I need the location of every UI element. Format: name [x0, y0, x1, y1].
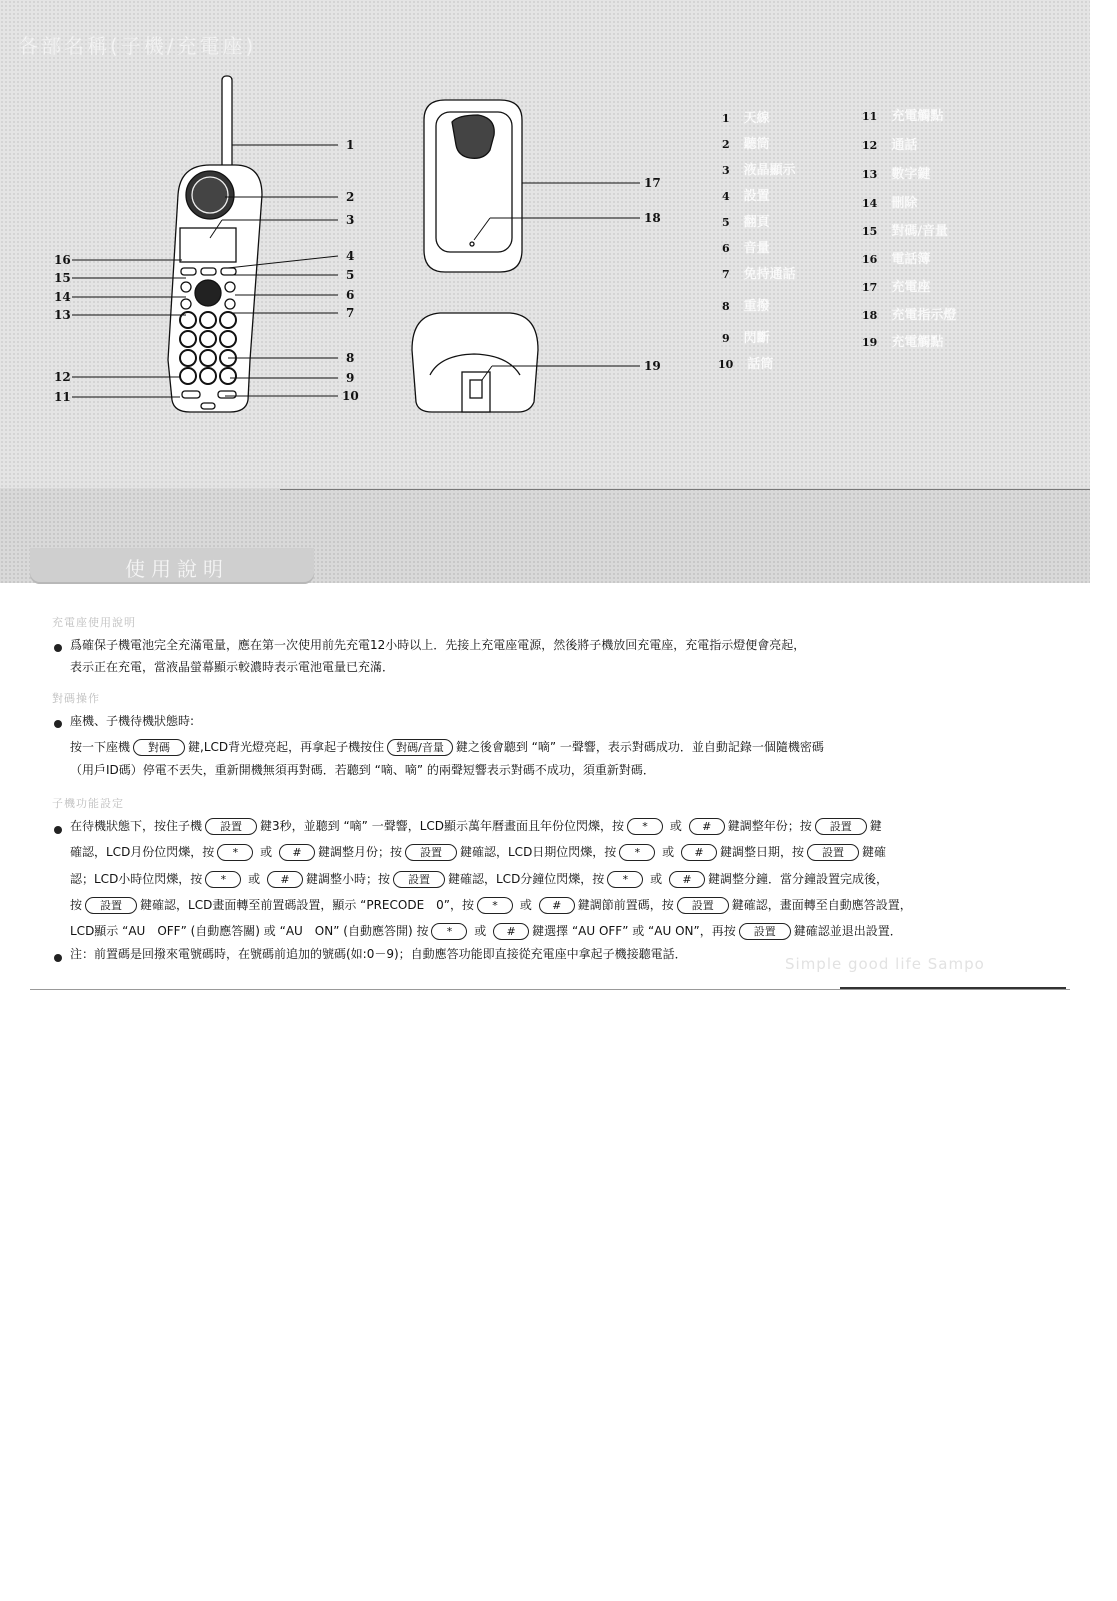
setup-text-3: 認；LCD小時位閃爍，按 * 或 # 鍵調整小時；按 設置 鍵確認，LCD分鐘位閃爍，按 * 或 # 鍵調整分鐘．當分鐘設置完成後，	[70, 872, 888, 886]
brand-watermark: Simple good life Sampo	[785, 955, 985, 973]
section-banner	[30, 548, 314, 584]
legend-item: 8 重撥	[722, 299, 770, 314]
charger-text-2: 表示正在充電，當液晶螢幕顯示較濃時表示電池電量已充滿．	[70, 660, 395, 674]
legend-item: 3 液晶顯示	[722, 163, 796, 178]
set-key: 設置	[677, 897, 729, 914]
legend-item: 19 充電觸點	[862, 335, 944, 350]
page-title: 各部名稱(子機/充電座)	[18, 34, 257, 58]
callout-13: 13	[54, 308, 71, 322]
parts-diagram	[0, 0, 1117, 500]
hash-key: #	[689, 818, 725, 835]
callout-19: 19	[644, 359, 661, 373]
callout-5: 5	[346, 268, 355, 282]
charger-front-drawing	[412, 313, 538, 412]
pair-key: 對碼	[133, 739, 185, 756]
legend-item: 16 電話簿	[862, 252, 931, 267]
legend-item: 2 聽筒	[722, 137, 770, 152]
callout-15: 15	[54, 271, 71, 285]
callout-4: 4	[346, 249, 355, 263]
set-key: 設置	[85, 897, 137, 914]
star-key: *	[607, 871, 643, 888]
legend-item: 14 刪除	[862, 196, 918, 211]
bullet	[54, 954, 62, 962]
hash-key: #	[539, 897, 575, 914]
setup-text-1: 在待機狀態下，按住子機 設置 鍵3秒，並聽到 “嘀” 一聲響，LCD顯示萬年曆畫面且年份位閃爍，按 * 或 # 鍵調整年份；按 設置 鍵	[70, 819, 882, 833]
legend-item: 17 充電座	[862, 280, 931, 295]
callout-2: 2	[346, 190, 355, 204]
star-key: *	[619, 844, 655, 861]
hash-key: #	[669, 871, 705, 888]
star-key: *	[205, 871, 241, 888]
note-text: 注：前置碼是回撥來電號碼時，在號碼前追加的號碼(如:0－9)；自動應答功能即直接從充電座中拿起子機接聽電話．	[70, 947, 687, 961]
legend-item: 9 閃斷	[722, 331, 770, 346]
charger-top-drawing	[424, 100, 522, 272]
bullet	[54, 644, 62, 652]
legend-item: 5 翻頁	[722, 215, 770, 230]
callout-6: 6	[346, 288, 355, 302]
callout-18: 18	[644, 211, 661, 225]
hash-key: #	[279, 844, 315, 861]
callout-12: 12	[54, 370, 71, 384]
star-key: *	[477, 897, 513, 914]
handset-drawing	[168, 76, 262, 412]
setup-text-5: LCD顯示 “AU OFF” (自動應答關) 或 “AU ON” (自動應答開) 按 * 或 # 鍵選擇 “AU OFF” 或 “AU ON”，再按 設置 鍵確認並退出設置．	[70, 924, 902, 938]
section-title: 使用說明	[125, 557, 229, 581]
set-key: 設置	[393, 871, 445, 888]
callout-10: 10	[342, 389, 359, 403]
charger-heading: 充電座使用說明	[52, 616, 136, 629]
set-key: 設置	[205, 818, 257, 835]
legend-item: 11 充電觸點	[862, 109, 944, 124]
set-key: 設置	[815, 818, 867, 835]
star-key: *	[627, 818, 663, 835]
bottom-rule-accent	[840, 987, 1066, 989]
legend-item: 12 通話	[862, 138, 918, 153]
callout-7: 7	[346, 306, 355, 320]
set-key: 設置	[405, 844, 457, 861]
set-key: 設置	[807, 844, 859, 861]
setup-text-4: 按 設置 鍵確認，LCD畫面轉至前置碼設置，顯示 “PRECODE 0”，按 * 或 # 鍵調節前置碼，按 設置 鍵確認，畫面轉至自動應答設置，	[70, 898, 912, 912]
callout-9: 9	[346, 371, 355, 385]
pair-intro: 座機、子機待機狀態時:	[70, 714, 195, 728]
legend-item: 6 音量	[722, 241, 770, 256]
pair-heading: 對碼操作	[52, 692, 100, 705]
callout-1: 1	[346, 138, 355, 152]
legend-item: 15 對碼/音量	[862, 224, 949, 239]
pair-volume-key: 對碼/音量	[387, 739, 453, 756]
bullet	[54, 826, 62, 834]
set-key: 設置	[739, 923, 791, 940]
legend-item: 4 設置	[722, 189, 770, 204]
callout-16: 16	[54, 253, 71, 267]
star-key: *	[431, 923, 467, 940]
setup-text-2: 確認，LCD月份位閃爍，按 * 或 # 鍵調整月份；按 設置 鍵確認，LCD日期位閃爍，按 * 或 # 鍵調整日期，按 設置 鍵確	[70, 845, 887, 859]
legend-item: 18 充電指示燈	[862, 308, 957, 323]
legend-item: 7 免持通話	[722, 267, 796, 282]
setup-heading: 子機功能設定	[52, 797, 124, 810]
hash-key: #	[681, 844, 717, 861]
callout-8: 8	[346, 351, 355, 365]
charger-text-1: 爲確保子機電池完全充滿電量，應在第一次使用前先充電12小時以上．先接上充電座電源，然後將子機放回充電座，充電指示燈便會亮起，	[70, 638, 806, 652]
callout-17: 17	[644, 176, 661, 190]
pair-text-1: 按一下座機 對碼 鍵,LCD背光燈亮起，再拿起子機按住 對碼/音量 鍵之後會聽到 “嘀” 一聲響，表示對碼成功．並自動記錄一個隨機密碼	[70, 740, 824, 754]
callout-11: 11	[54, 390, 71, 404]
bottom-rule	[30, 989, 1070, 990]
star-key: *	[217, 844, 253, 861]
callout-3: 3	[346, 213, 355, 227]
pair-text-2: （用戶ID碼）停電不丟失，重新開機無須再對碼．若聽到 “嘀、嘀” 的兩聲短響表示對碼不成功，須重新對碼．	[70, 763, 655, 777]
legend-item: 1 天線	[722, 111, 770, 126]
legend-item: 13 數字鍵	[862, 167, 931, 182]
bullet	[54, 720, 62, 728]
hash-key: #	[493, 923, 529, 940]
callout-14: 14	[54, 290, 71, 304]
legend-item: 10 話筒	[718, 357, 774, 372]
hash-key: #	[267, 871, 303, 888]
